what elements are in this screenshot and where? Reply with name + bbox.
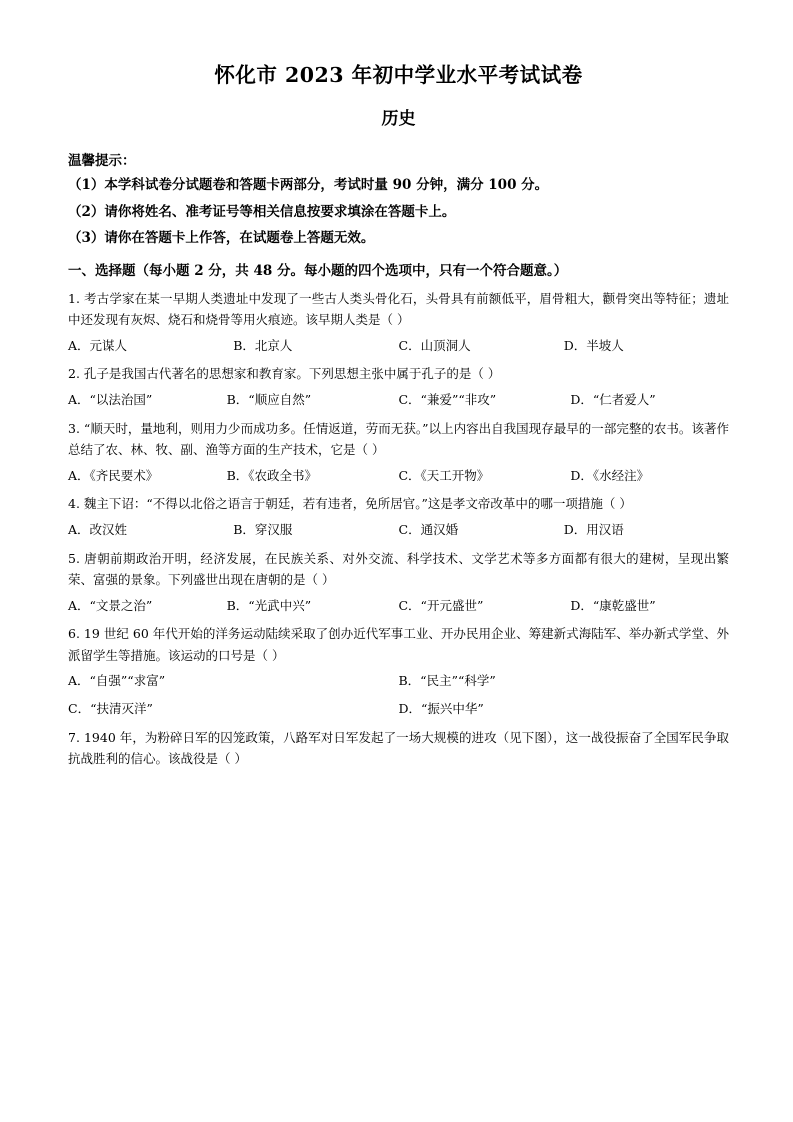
question-stem: 6. 19 世纪 60 年代开始的洋务运动陆续采取了创办近代军事工业、开办民用企业、筹建新式海陆军、举办新式学堂、外派留学生等措施。该运动的口号是（ ） [68, 626, 729, 663]
question-options [68, 334, 729, 358]
question-stem: 7. 1940 年，为粉碎日军的囚笼政策，八路军对日军发起了一场大规模的进攻（见下图），这一战役振奋了全国军民争取抗战胜利的信心。该战役是（ ） [68, 729, 729, 767]
option-d[interactable]: D．半坡人 [563, 337, 624, 353]
option-c[interactable]: C．“兼爱”“非攻” [398, 391, 497, 407]
option-b[interactable]: B．北京人 [233, 337, 293, 353]
question-options [68, 388, 729, 412]
option-b[interactable]: B．“民主”“科学” [398, 673, 496, 689]
option-d[interactable]: D．“康乾盛世” [570, 597, 656, 613]
option-a[interactable]: A．“自强”“求富” [68, 673, 166, 689]
option-c[interactable]: C．“开元盛世” [398, 597, 484, 613]
question-options-row-1 [68, 669, 729, 693]
option-b[interactable]: B．穿汉服 [233, 521, 293, 537]
question-stem: 4. 魏主下诏：“不得以北俗之语言于朝廷，若有违者，免所居官。”这是孝文帝改革中的哪一项措施（ ） [68, 496, 632, 512]
option-c[interactable]: C．通汉婚 [398, 521, 459, 537]
question-stem: 3. “顺天时，量地利，则用力少而成功多。任情返道，劳而无获。”以上内容出自我国现存最早的一部完整的农书。该著作总结了农、林、牧、副、渔等方面的生产技术，它是（ ） [68, 420, 729, 458]
question-1 [68, 288, 729, 358]
option-a[interactable]: A．改汉姓 [68, 521, 128, 537]
question-2 [68, 363, 729, 411]
question-options [68, 518, 729, 542]
question-6 [68, 623, 729, 721]
question-7 [68, 727, 729, 770]
option-b[interactable]: B．“顺应自然” [226, 391, 312, 407]
option-a[interactable]: A．“文景之治” [68, 597, 153, 613]
question-options [68, 464, 729, 488]
option-a[interactable]: A．元谋人 [68, 337, 128, 353]
question-stem: 5. 唐朝前期政治开明，经济发展，在民族关系、对外交流、科学技术、文学艺术等多方面都有很大的建树，呈现出繁荣、富强的景象。下列盛世出现在唐朝的是（ ） [68, 550, 729, 588]
option-c[interactable]: C．“扶清灭洋” [68, 701, 153, 717]
option-b[interactable]: B．“光武中兴” [226, 597, 312, 613]
question-stem: 1. 考古学家在某一早期人类遗址中发现了一些古人类头骨化石，头骨具有前额低平，眉骨粗大，颧骨突出等特征；遗址中还发现有灰烬、烧石和烧骨等用火痕迹。该早期人类是（ ） [68, 290, 729, 328]
option-a[interactable]: A．“以法治国” [68, 391, 153, 407]
option-b[interactable]: B．《农政全书》 [226, 467, 318, 483]
notice-heading: 温馨提示： [68, 153, 136, 169]
question-3 [68, 418, 729, 488]
option-a[interactable]: A．《齐民要术》 [68, 467, 159, 483]
section-heading-choice: 一、选择题（每小题 2 分，共 48 分。每小题的四个选项中，只有一个符合题意。） [68, 262, 568, 279]
subject-title: 历史 [381, 109, 416, 129]
option-d[interactable]: D．“振兴中华” [398, 701, 484, 717]
question-options [68, 594, 729, 618]
page-title: 怀化市 2023 年初中学业水平考试试卷 [214, 63, 583, 87]
option-c[interactable]: C．《天工开物》 [398, 467, 490, 483]
question-stem: 2. 孔子是我国古代著名的思想家和教育家。下列思想主张中属于孔子的是（ ） [68, 366, 501, 382]
option-d[interactable]: D．用汉语 [563, 521, 624, 537]
option-d[interactable]: D．《水经注》 [570, 467, 650, 483]
question-5 [68, 548, 729, 618]
question-options-row-2 [68, 697, 729, 721]
option-d[interactable]: D．“仁者爱人” [570, 391, 656, 407]
question-4 [68, 493, 729, 541]
notice-line-1: （1）本学科试卷分试题卷和答题卡两部分，考试时量 90 分钟，满分 100 分。 [68, 177, 549, 193]
notice-line-3: （3）请你在答题卡上作答，在试题卷上答题无效。 [68, 230, 375, 247]
notice-line-2: （2）请你将姓名、准考证号等相关信息按要求填涂在答题卡上。 [68, 203, 456, 220]
option-c[interactable]: C．山顶洞人 [398, 337, 471, 353]
